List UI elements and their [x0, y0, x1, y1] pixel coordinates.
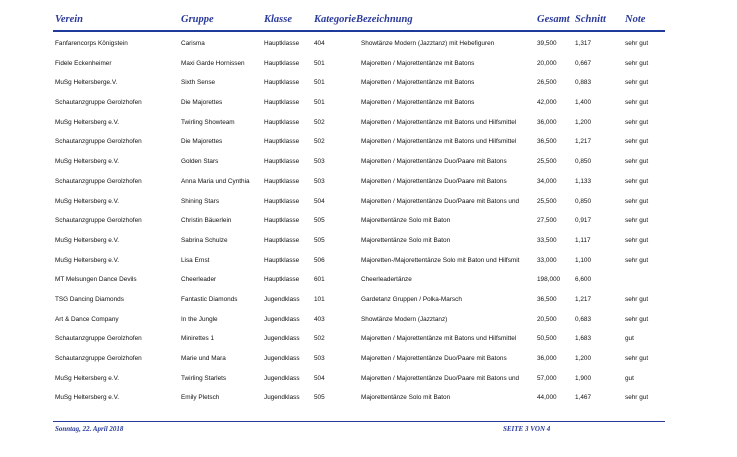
cell-gesamt: 20,000 — [537, 59, 557, 67]
cell-gesamt: 27,500 — [537, 217, 557, 225]
cell-note: sehr gut — [625, 40, 649, 47]
cell-bezeichnung: Showtänze Modern (Jazztanz) mit Hebefiguren — [361, 40, 495, 47]
header-klasse: Klasse — [264, 14, 293, 25]
cell-bezeichnung: Majorettentänze Solo mit Baton — [361, 217, 451, 225]
cell-verein: Schautanzgruppe Gerolzhofen — [55, 99, 142, 107]
cell-schnitt: 1,900 — [575, 374, 591, 382]
cell-gruppe: Sabrina Schulze — [181, 236, 228, 244]
cell-bezeichnung: Majoretten / Majorettentänze mit Batons und Hilfsmittel — [361, 118, 517, 126]
cell-kategorie: 504 — [314, 374, 325, 382]
cell-schnitt: 1,100 — [575, 256, 591, 264]
cell-bezeichnung: Majoretten / Majorettentänze Duo/Paare mit Batons und — [361, 197, 520, 205]
cell-bezeichnung: Majoretten / Majorettentänze mit Batons — [361, 99, 475, 107]
table-row — [0, 292, 737, 312]
table-row — [0, 56, 737, 76]
cell-bezeichnung: Gardetanz Gruppen / Polka-Marsch — [361, 295, 462, 303]
cell-gruppe: Twirling Starlets — [181, 374, 227, 382]
cell-bezeichnung: Majoretten / Majorettentänze mit Batons — [361, 79, 475, 87]
cell-note: sehr gut — [625, 79, 649, 87]
cell-kategorie: 501 — [314, 99, 325, 107]
cell-klasse: Hauptklasse — [264, 197, 300, 205]
cell-schnitt: 1,200 — [575, 355, 591, 362]
cell-gesamt: 57,000 — [537, 374, 557, 382]
cell-schnitt: 1,683 — [575, 335, 591, 343]
cell-kategorie: 501 — [314, 59, 325, 67]
cell-gesamt: 36,000 — [537, 355, 557, 362]
cell-gesamt: 50,500 — [537, 335, 557, 343]
cell-verein: MuSg Heltersberge.V. — [55, 79, 118, 87]
cell-gesamt: 36,500 — [537, 295, 557, 303]
cell-kategorie: 505 — [314, 236, 325, 244]
cell-bezeichnung: Majoretten / Majorettentänze mit Batons und Hilfsmittel — [361, 138, 517, 146]
cell-bezeichnung: Cheerleadertänze — [361, 276, 412, 284]
cell-gruppe: Marie und Mara — [181, 355, 226, 362]
table-row — [0, 272, 737, 292]
cell-note: sehr gut — [625, 158, 649, 166]
footer-date: Sonntag, 22. April 2018 — [55, 425, 124, 433]
cell-gesamt: 33,500 — [537, 236, 557, 244]
cell-klasse: Hauptklasse — [264, 256, 300, 264]
cell-gruppe: In the Jungle — [181, 315, 218, 323]
cell-schnitt: 1,317 — [575, 40, 591, 47]
cell-gruppe: Christin Bäuerlein — [181, 217, 232, 225]
cell-schnitt: 6,600 — [575, 276, 591, 284]
table-row — [0, 213, 737, 233]
cell-gesamt: 39,500 — [537, 40, 557, 47]
cell-gesamt: 36,500 — [537, 138, 557, 146]
cell-schnitt: 0,667 — [575, 59, 591, 67]
cell-kategorie: 505 — [314, 217, 325, 225]
cell-note: sehr gut — [625, 59, 649, 67]
cell-kategorie: 403 — [314, 315, 325, 323]
cell-note: sehr gut — [625, 315, 649, 323]
cell-schnitt: 1,200 — [575, 118, 591, 126]
cell-gruppe: Sixth Sense — [181, 79, 216, 87]
cell-kategorie: 404 — [314, 40, 325, 47]
cell-verein: TSG Dancing Diamonds — [55, 295, 124, 303]
cell-gruppe: Cheerleader — [181, 276, 217, 284]
cell-schnitt: 1,467 — [575, 394, 591, 402]
cell-gesamt: 33,000 — [537, 256, 557, 264]
cell-gesamt: 25,500 — [537, 197, 557, 205]
header-note: Note — [625, 14, 646, 25]
cell-schnitt: 0,850 — [575, 158, 591, 166]
table-row — [0, 351, 737, 371]
header-divider — [53, 30, 665, 32]
cell-kategorie: 503 — [314, 158, 325, 166]
cell-bezeichnung: Majoretten / Majorettentänze Duo/Paare mit Batons — [361, 158, 507, 166]
cell-schnitt: 1,400 — [575, 99, 591, 107]
header-verein: Verein — [55, 14, 84, 25]
cell-bezeichnung: Majoretten / Majorettentänze mit Batons — [361, 59, 475, 67]
cell-gruppe: Minirettes 1 — [181, 335, 215, 343]
cell-klasse: Hauptklasse — [264, 158, 300, 166]
cell-gruppe: Emily Pletsch — [181, 394, 220, 402]
cell-schnitt: 0,917 — [575, 217, 591, 225]
cell-note: gut — [625, 374, 634, 382]
header-kategorie: Kategorie — [314, 14, 356, 25]
results-table — [0, 36, 737, 410]
cell-schnitt: 0,850 — [575, 197, 591, 205]
cell-verein: MuSg Heltersberg e.V. — [55, 394, 120, 402]
cell-verein: Schautanzgruppe Gerolzhofen — [55, 217, 142, 225]
table-row — [0, 75, 737, 95]
cell-note: sehr gut — [625, 256, 649, 264]
cell-klasse: Hauptklasse — [264, 276, 300, 284]
table-row — [0, 331, 737, 351]
table-row — [0, 95, 737, 115]
table-row — [0, 390, 737, 410]
cell-kategorie: 601 — [314, 276, 325, 284]
cell-verein: MuSg Heltersberg e.V. — [55, 118, 120, 126]
cell-note: sehr gut — [625, 99, 649, 107]
cell-kategorie: 503 — [314, 355, 325, 362]
cell-klasse: Hauptklasse — [264, 118, 300, 126]
cell-kategorie: 504 — [314, 197, 325, 205]
cell-bezeichnung: Majoretten / Majorettentänze Duo/Paare mit Batons und — [361, 374, 520, 382]
cell-gruppe: Twirling Showteam — [181, 118, 235, 126]
table-row — [0, 371, 737, 391]
cell-klasse: Hauptklasse — [264, 59, 300, 67]
cell-note: gut — [625, 335, 634, 343]
footer-page-number: SEITE 3 VON 4 — [503, 425, 551, 433]
table-row — [0, 174, 737, 194]
table-row — [0, 154, 737, 174]
cell-klasse: Jugendklass — [264, 335, 300, 343]
table-row — [0, 134, 737, 154]
cell-klasse: Hauptklasse — [264, 236, 300, 244]
cell-gruppe: Lisa Ernst — [181, 256, 210, 264]
cell-klasse: Hauptklasse — [264, 40, 300, 47]
cell-note: sehr gut — [625, 295, 649, 303]
cell-note: sehr gut — [625, 118, 649, 126]
cell-gruppe: Carisma — [181, 40, 205, 47]
cell-gesamt: 42,000 — [537, 99, 557, 107]
cell-klasse: Hauptklasse — [264, 217, 300, 225]
cell-verein: Schautanzgruppe Gerolzhofen — [55, 335, 142, 343]
cell-verein: Fidele Eckenheimer — [55, 59, 112, 67]
table-row — [0, 233, 737, 253]
cell-note: sehr gut — [625, 236, 649, 244]
cell-schnitt: 1,133 — [575, 177, 591, 185]
cell-gruppe: Golden Stars — [181, 158, 219, 166]
cell-gruppe: Die Majorettes — [181, 99, 223, 107]
cell-gesamt: 36,000 — [537, 118, 557, 126]
header-gruppe: Gruppe — [181, 14, 214, 25]
cell-bezeichnung: Majorettentänze Solo mit Baton — [361, 236, 451, 244]
cell-verein: MuSg Heltersberg e.V. — [55, 374, 120, 382]
cell-bezeichnung: Majoretten-/Majorettentänze Solo mit Baton und Hilfsmit — [361, 256, 520, 264]
cell-gesamt: 25,500 — [537, 158, 557, 166]
cell-gesamt: 34,000 — [537, 177, 557, 185]
cell-klasse: Jugendklass — [264, 374, 300, 382]
cell-klasse: Hauptklasse — [264, 99, 300, 107]
cell-gesamt: 44,000 — [537, 394, 557, 402]
cell-gruppe: Maxi Garde Hornissen — [181, 59, 245, 67]
cell-klasse: Jugendklass — [264, 394, 300, 402]
cell-kategorie: 501 — [314, 79, 325, 87]
cell-bezeichnung: Majoretten / Majorettentänze Duo/Paare mit Batons — [361, 177, 507, 185]
cell-kategorie: 503 — [314, 177, 325, 185]
table-row — [0, 194, 737, 214]
cell-note: sehr gut — [625, 394, 649, 402]
cell-gruppe: Fantastic Diamonds — [181, 295, 238, 303]
cell-kategorie: 502 — [314, 118, 325, 126]
cell-verein: MT Melsungen Dance Devils — [55, 276, 137, 284]
cell-gruppe: Die Majorettes — [181, 138, 223, 146]
cell-kategorie: 101 — [314, 295, 325, 303]
cell-bezeichnung: Majoretten / Majorettentänze mit Batons und Hilfsmittel — [361, 335, 517, 343]
table-row — [0, 312, 737, 332]
cell-kategorie: 502 — [314, 138, 325, 146]
header-schnitt: Schnitt — [575, 14, 606, 25]
table-row — [0, 253, 737, 273]
cell-bezeichnung: Majorettentänze Solo mit Baton — [361, 394, 451, 402]
cell-bezeichnung: Majoretten / Majorettentänze Duo/Paare mit Batons — [361, 355, 507, 362]
cell-note: sehr gut — [625, 217, 649, 225]
footer-divider — [53, 421, 665, 422]
cell-verein: Art & Dance Company — [55, 315, 119, 323]
cell-note: sehr gut — [625, 197, 649, 205]
cell-klasse: Jugendklass — [264, 355, 300, 362]
cell-gesamt: 198,000 — [537, 276, 561, 284]
cell-gruppe: Shining Stars — [181, 197, 220, 205]
cell-klasse: Jugendklass — [264, 295, 300, 303]
header-bezeichnung: Bezeichnung — [356, 14, 413, 25]
cell-klasse: Hauptklasse — [264, 177, 300, 185]
cell-klasse: Jugendklass — [264, 315, 300, 323]
cell-bezeichnung: Showtänze Modern (Jazztanz) — [361, 315, 448, 323]
cell-schnitt: 1,117 — [575, 236, 591, 244]
cell-note: sehr gut — [625, 177, 649, 185]
cell-kategorie: 502 — [314, 335, 325, 343]
cell-note: sehr gut — [625, 355, 649, 362]
cell-verein: MuSg Heltersberg e.V. — [55, 256, 120, 264]
cell-verein: MuSg Heltersberg e.V. — [55, 236, 120, 244]
cell-verein: MuSg Heltersberg e.V. — [55, 197, 120, 205]
table-row — [0, 115, 737, 135]
cell-schnitt: 0,883 — [575, 79, 591, 87]
cell-kategorie: 506 — [314, 256, 325, 264]
cell-verein: Fanfarencorps Königstein — [55, 40, 128, 47]
cell-gesamt: 20,500 — [537, 315, 557, 323]
cell-gruppe: Anna Maria und Cynthia — [181, 177, 250, 185]
header-gesamt: Gesamt — [537, 14, 570, 25]
cell-gesamt: 26,500 — [537, 79, 557, 87]
cell-verein: MuSg Heltersberg e.V. — [55, 158, 120, 166]
cell-note: sehr gut — [625, 138, 649, 146]
cell-schnitt: 1,217 — [575, 138, 591, 146]
cell-verein: Schautanzgruppe Gerolzhofen — [55, 138, 142, 146]
cell-verein: Schautanzgruppe Gerolzhofen — [55, 355, 142, 362]
cell-verein: Schautanzgruppe Gerolzhofen — [55, 177, 142, 185]
cell-klasse: Hauptklasse — [264, 79, 300, 87]
cell-kategorie: 505 — [314, 394, 325, 402]
cell-schnitt: 0,683 — [575, 315, 591, 323]
cell-klasse: Hauptklasse — [264, 138, 300, 146]
cell-schnitt: 1,217 — [575, 295, 591, 303]
table-row — [0, 36, 737, 56]
